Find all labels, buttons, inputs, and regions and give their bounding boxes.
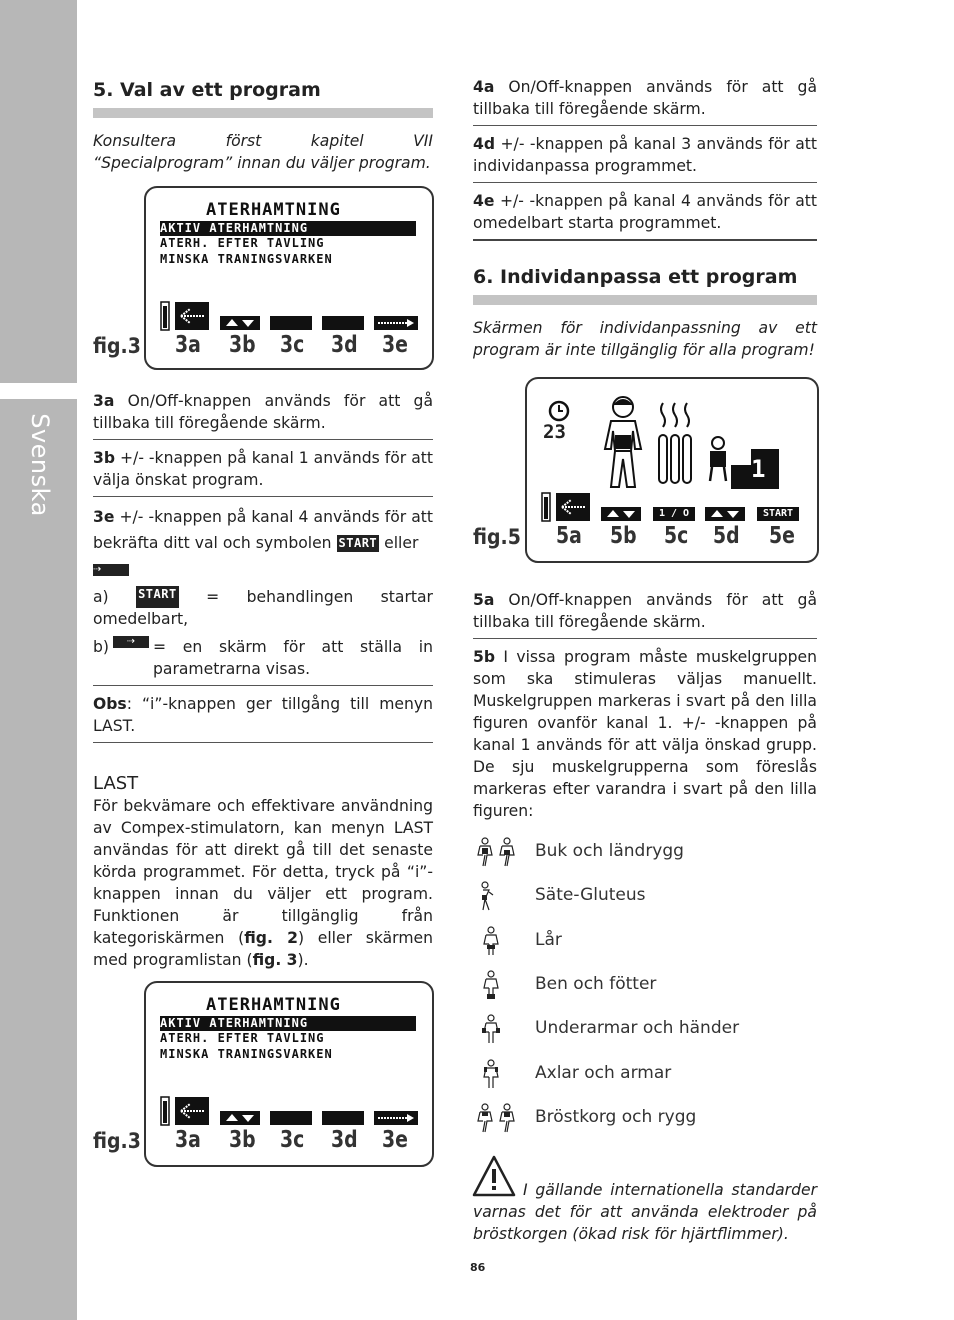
lcd-line: MINSKA TRANINGSVARKEN	[160, 252, 333, 266]
next-arrow-badge: ⇢	[93, 564, 129, 576]
shoulders-arms-icon	[473, 1059, 523, 1089]
key-label: 5b	[610, 523, 637, 549]
plus-minus-key-icon	[601, 507, 641, 521]
timer-value: 23	[543, 421, 566, 443]
fig3-bottom	[93, 981, 435, 1169]
next-arrow-badge: ⇢	[113, 636, 149, 648]
lcd-title: ATERHAMTNING	[206, 995, 341, 1015]
muscle-group-label: Underarmar och händer	[535, 1018, 740, 1038]
key-label: 3d	[331, 332, 358, 358]
side-tab-gap	[0, 383, 77, 399]
key-label: 3c	[280, 332, 305, 358]
fig5	[473, 377, 819, 565]
right-column-top	[473, 76, 817, 361]
section-6-intro: Skärmen för individanpassning av ett program är inte tillgänglig för alla program!	[473, 319, 817, 359]
key-label: 5a	[556, 523, 582, 549]
lcd-line-selected: AKTIV ATERHAMTNING	[160, 221, 416, 236]
left-column	[93, 78, 433, 174]
side-tab-label: Svenska	[25, 413, 54, 517]
item-3b: 3b +/- -knappen på kanal 1 används för att välja önskat program.	[93, 447, 433, 497]
small-body-icon	[703, 435, 733, 483]
onoff-key: 1 / O	[653, 507, 695, 521]
start-badge: START	[338, 536, 378, 550]
key-label: 3a	[175, 1127, 201, 1153]
fig5-label: fig.5	[473, 525, 521, 549]
muscle-group-label: Bröstkorg och rygg	[535, 1107, 697, 1127]
legs-feet-icon	[473, 970, 523, 1000]
last-paragraph: För bekvämare och effektivare användning av Compex-stimulatorn, kan menyn LAST användas för att direkt gå till det senaste körda programmet. För detta, tryck på “i”-knappen innan du väljer ett program. Funktionen är tillgänglig från kategoriskärmen (fig. 2) eller skärmen med programlistan (fig. 3).	[93, 797, 433, 969]
section-5-intro: Konsultera först kapitel VII “Specialprogram” innan du väljer program.	[93, 132, 433, 172]
thigh-icon	[473, 926, 523, 956]
chest-back-icon	[473, 1103, 523, 1133]
section-6-bar	[473, 295, 817, 305]
side-tab	[0, 0, 77, 1320]
left-items	[93, 390, 433, 971]
key-label: 3d	[331, 1127, 358, 1153]
blank-key	[270, 1111, 312, 1125]
lcd-line: MINSKA TRANINGSVARKEN	[160, 1047, 333, 1061]
item-3e: 3e +/- -knappen på kanal 4 används för att bekräfta ditt val och symbolen START eller ⇢	[93, 508, 433, 575]
fig3-label: fig.3	[93, 1129, 141, 1153]
clock-icon	[547, 399, 571, 423]
item-5a: 5a On/Off-knappen används för att gå tillbaka till föregående skärm.	[473, 589, 817, 639]
muscle-group-label: Ben och fötter	[535, 974, 657, 994]
side-tab-label-box	[12, 400, 67, 530]
gluteus-icon	[473, 881, 523, 911]
key-label: 5e	[769, 523, 795, 549]
key-label: 5d	[713, 523, 740, 549]
forearms-hands-icon	[473, 1014, 523, 1044]
item-5b: 5b I vissa program måste muskelgruppen som ska stimuleras väljas manuellt. Muskelgruppen markeras i svart på den lilla figuren ovanför kanal 1. +/- -knappen på kanal 1 används för att välja önskad grupp. De sju muskelgrupperna som föreslås markeras efter varandra i svart på den lilla figuren:	[473, 648, 817, 820]
heat-radiator-icon	[655, 399, 695, 489]
start-key: START	[757, 507, 799, 521]
warning-paragraph: I gällande internationella standarder varnas det för att använda elektroder på bröstkorgen (ökad risk för hjärtflimmer).	[473, 1181, 817, 1243]
next-arrow-icon	[374, 1111, 418, 1125]
section-5-bar	[93, 108, 433, 118]
abdomen-lowback-icon	[473, 837, 523, 867]
plus-minus-key-icon	[705, 507, 745, 521]
lcd-line: ATERH. EFTER TAVLING	[160, 236, 325, 250]
section-6-heading: 6. Individanpassa ett program	[473, 266, 798, 288]
battery-back-icon	[160, 1095, 212, 1127]
last-heading: LAST	[93, 773, 139, 794]
body-figure-icon	[591, 391, 655, 491]
fig3-top	[93, 186, 435, 374]
obs-note: Obs: “i”-knappen ger tillgång till menyn LAST.	[93, 693, 433, 743]
right-column-bottom	[473, 589, 817, 822]
key-label: 3e	[382, 332, 408, 358]
option-b: b) ⇢ = en skärm för att ställa in parametrarna visas.	[93, 636, 433, 686]
key-label: 3a	[175, 332, 201, 358]
item-4a: 4a On/Off-knappen används för att gå tillbaka till föregående skärm.	[473, 76, 817, 126]
key-label: 3c	[280, 1127, 305, 1153]
lcd-line-selected: AKTIV ATERHAMTNING	[160, 1016, 416, 1031]
option-a-line2: omedelbart,	[93, 610, 189, 628]
muscle-group-label: Lår	[535, 930, 562, 950]
item-4e: 4e +/- -knappen på kanal 4 används för att omedelbart starta programmet.	[473, 190, 817, 241]
muscle-group-label: Säte-Gluteus	[535, 885, 646, 905]
key-label: 3b	[229, 332, 256, 358]
item-3a: 3a On/Off-knappen används för att gå tillbaka till föregående skärm.	[93, 390, 433, 440]
page-number: 86	[470, 1261, 486, 1274]
option-a-line1: a) START = behandlingen startar	[93, 587, 433, 606]
channel-number: 1	[751, 455, 766, 483]
lcd-line: ATERH. EFTER TAVLING	[160, 1031, 325, 1045]
key-label: 3b	[229, 1127, 256, 1153]
warning-text	[473, 1179, 817, 1245]
next-arrow-icon	[374, 316, 418, 330]
muscle-group-label: Axlar och armar	[535, 1063, 672, 1083]
plus-minus-key-icon	[220, 1111, 260, 1125]
battery-back-icon	[160, 300, 212, 332]
key-label: 3e	[382, 1127, 408, 1153]
battery-back-icon	[541, 491, 593, 523]
key-label: 5c	[664, 523, 689, 549]
start-badge: START	[136, 586, 179, 608]
section-5-heading: 5. Val av ett program	[93, 79, 321, 101]
blank-key	[322, 1111, 364, 1125]
plus-minus-key-icon	[220, 316, 260, 330]
blank-key	[322, 316, 364, 330]
item-4d: 4d +/- -knappen på kanal 3 används för att individanpassa programmet.	[473, 133, 817, 183]
blank-key	[270, 316, 312, 330]
muscle-group-label: Buk och ländrygg	[535, 841, 684, 861]
lcd-title: ATERHAMTNING	[206, 200, 341, 220]
fig3-label: fig.3	[93, 334, 141, 358]
